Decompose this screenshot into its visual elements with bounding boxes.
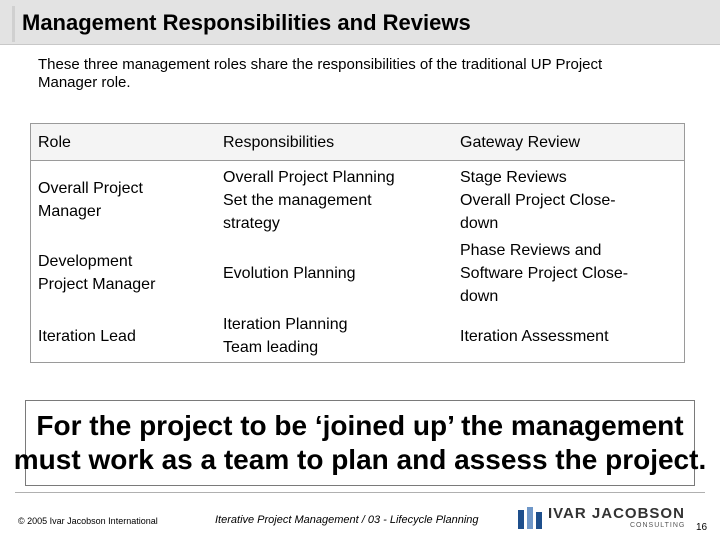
- conclusion-line-1: For the project to be ‘joined up’ the management: [36, 410, 684, 441]
- cell-text: Evolution Planning: [223, 264, 356, 282]
- footer-deck-title: Iterative Project Management / 03 - Lifecycle Planning: [215, 514, 479, 526]
- header-role-label: Role: [38, 133, 71, 151]
- header-gateway-label: Gateway Review: [460, 133, 581, 151]
- cell-text: Iteration Assessment: [460, 327, 609, 345]
- header-role: [38, 124, 208, 160]
- slide-title: Management Responsibilities and Reviews: [22, 10, 471, 35]
- cell-text: Stage Reviews: [460, 168, 567, 186]
- cell-text: down: [460, 214, 499, 232]
- intro-text: These three management roles share the responsibilities of the traditional UP Project Manager role.: [38, 56, 603, 91]
- copyright-text: © 2005 Ivar Jacobson International: [18, 516, 158, 526]
- cell-text: Iteration Lead: [38, 327, 136, 345]
- logo-subtitle: CONSULTING: [630, 522, 686, 529]
- roles-table: [30, 123, 685, 363]
- header-responsibilities: [223, 124, 443, 160]
- header-responsibilities-label: Responsibilities: [223, 133, 335, 151]
- title-accent: [12, 6, 15, 42]
- header-gateway: [460, 124, 680, 160]
- table-row-3-responsibilities: [223, 310, 443, 362]
- table-row-2-role: [38, 238, 208, 308]
- cell-text: Set the management: [223, 191, 372, 209]
- cell-text: Iteration Planning: [223, 316, 348, 333]
- cell-text: Software Project Close-: [460, 264, 629, 282]
- table-row-3-role: [38, 310, 208, 362]
- logo-mark-icon: [518, 507, 542, 529]
- cell-text: Overall Project Planning: [223, 168, 395, 186]
- table-row-3-gateway: [460, 310, 680, 362]
- cell-text: Team leading: [223, 339, 319, 356]
- cell-text: strategy: [223, 214, 280, 232]
- cell-text: Project Manager: [38, 276, 156, 293]
- cell-text: Overall Project: [38, 180, 143, 197]
- cell-text: Manager: [38, 203, 102, 220]
- cell-text: Phase Reviews and: [460, 241, 602, 259]
- table-row-1-role: [38, 164, 208, 236]
- table-row-2-responsibilities: [223, 238, 443, 308]
- cell-text: Development: [38, 253, 133, 270]
- cell-text: Overall Project Close-: [460, 191, 616, 209]
- table-row-1-responsibilities: [223, 164, 443, 236]
- table-row-1-gateway: [460, 164, 680, 236]
- page-number: 16: [696, 522, 708, 533]
- cell-text: down: [460, 287, 499, 305]
- logo-name: IVAR JACOBSON: [548, 505, 685, 522]
- footer-divider: [15, 492, 705, 493]
- table-row-2-gateway: [460, 238, 680, 308]
- conclusion-line-2: must work as a team to plan and assess the project.: [13, 444, 707, 475]
- company-logo: [518, 505, 688, 531]
- conclusion-text: [10, 409, 710, 477]
